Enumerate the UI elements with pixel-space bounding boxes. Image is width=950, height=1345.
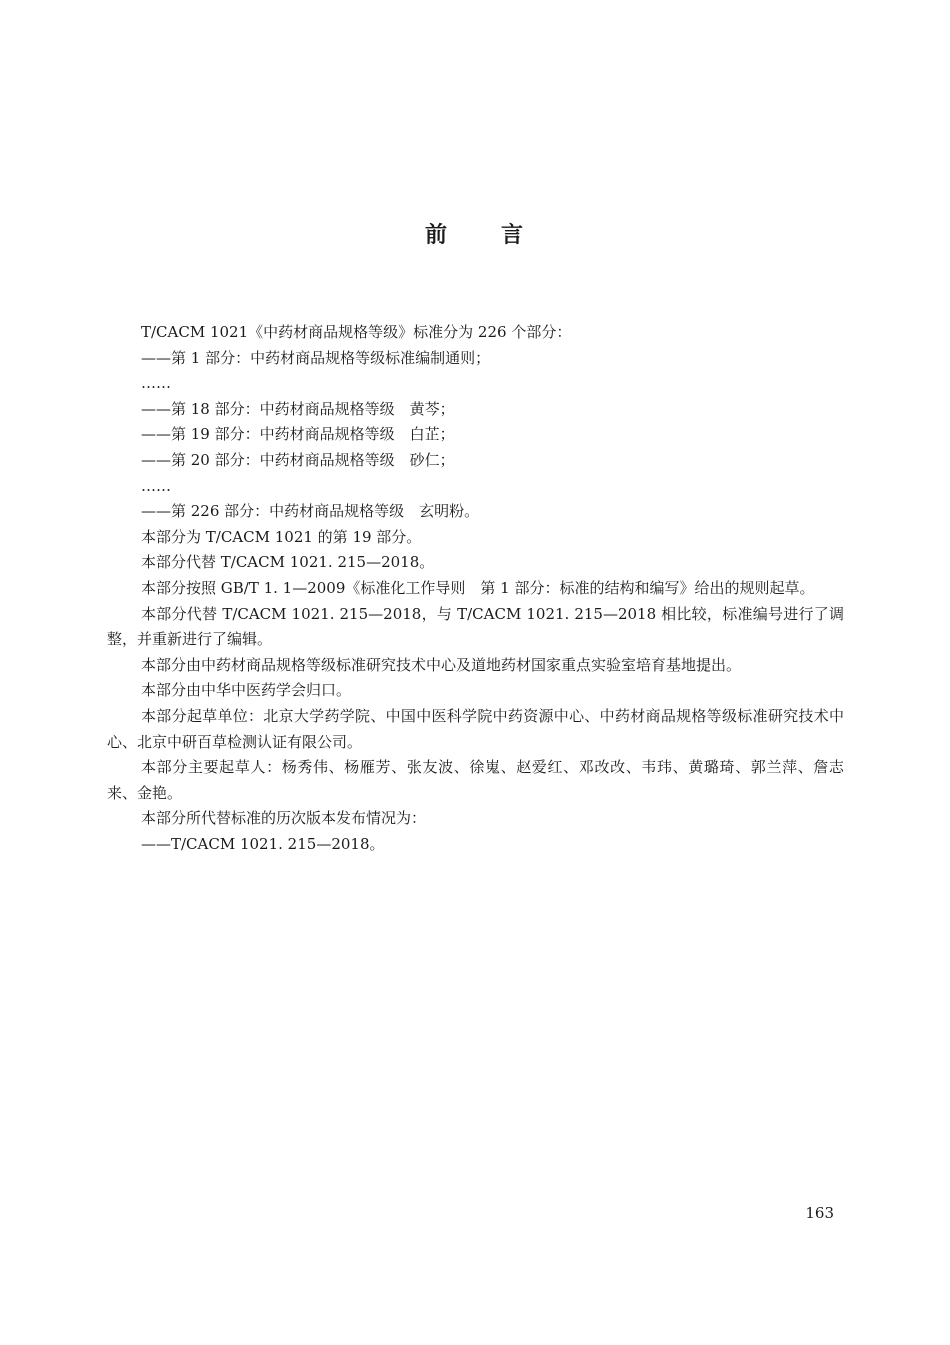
page-number: 163: [805, 1204, 834, 1222]
foreword-body: [107, 320, 844, 857]
paragraph-18: ——T/CACM 1021. 215—2018。: [141, 834, 385, 853]
title-char-2: 言: [501, 223, 526, 248]
title-char-1: 前: [424, 223, 449, 248]
paragraph-7: ……: [141, 476, 171, 495]
paragraph-11: 本部分按照 GB/T 1. 1—2009《标准化工作导则 第 1 部分：标准的结构和编写》给出的规则起草。: [141, 578, 815, 597]
page-title: [0, 218, 950, 249]
paragraph-6: ——第 20 部分：中药材商品规格等级 砂仁；: [141, 450, 455, 469]
paragraph-4: ——第 18 部分：中药材商品规格等级 黄芩；: [141, 399, 455, 418]
paragraph-12: 本部分代替 T/CACM 1021. 215—2018，与 T/CACM 1021. 215—2018 相比较，标准编号进行了调整，并重新进行了编辑。: [107, 604, 844, 649]
paragraph-16: 本部分主要起草人：杨秀伟、杨雁芳、张友波、徐嵬、赵爱红、邓改改、韦玮、黄璐琦、郭兰萍、詹志来、金艳。: [107, 758, 844, 802]
paragraph-14: 本部分由中华中医药学会归口。: [141, 681, 352, 700]
paragraph-3: ……: [141, 374, 171, 393]
paragraph-13: 本部分由中药材商品规格等级标准研究技术中心及道地药材国家重点实验室培育基地提出。: [141, 655, 742, 674]
paragraph-5: ——第 19 部分：中药材商品规格等级 白芷；: [141, 425, 455, 444]
paragraph-9: 本部分为 T/CACM 1021 的第 19 部分。: [141, 527, 422, 546]
paragraph-1: T/CACM 1021《中药材商品规格等级》标准分为 226 个部分：: [141, 323, 572, 341]
paragraph-8: ——第 226 部分：中药材商品规格等级 玄明粉。: [141, 502, 480, 521]
paragraph-15: 本部分起草单位：北京大学药学院、中国中医科学院中药资源中心、中药材商品规格等级标准研究技术中心、北京中研百草检测认证有限公司。: [107, 706, 844, 751]
paragraph-10: 本部分代替 T/CACM 1021. 215—2018。: [141, 553, 435, 572]
paragraph-17: 本部分所代替标准的历次版本发布情况为：: [141, 809, 427, 828]
paragraph-2: ——第 1 部分：中药材商品规格等级标准编制通则；: [141, 348, 491, 367]
